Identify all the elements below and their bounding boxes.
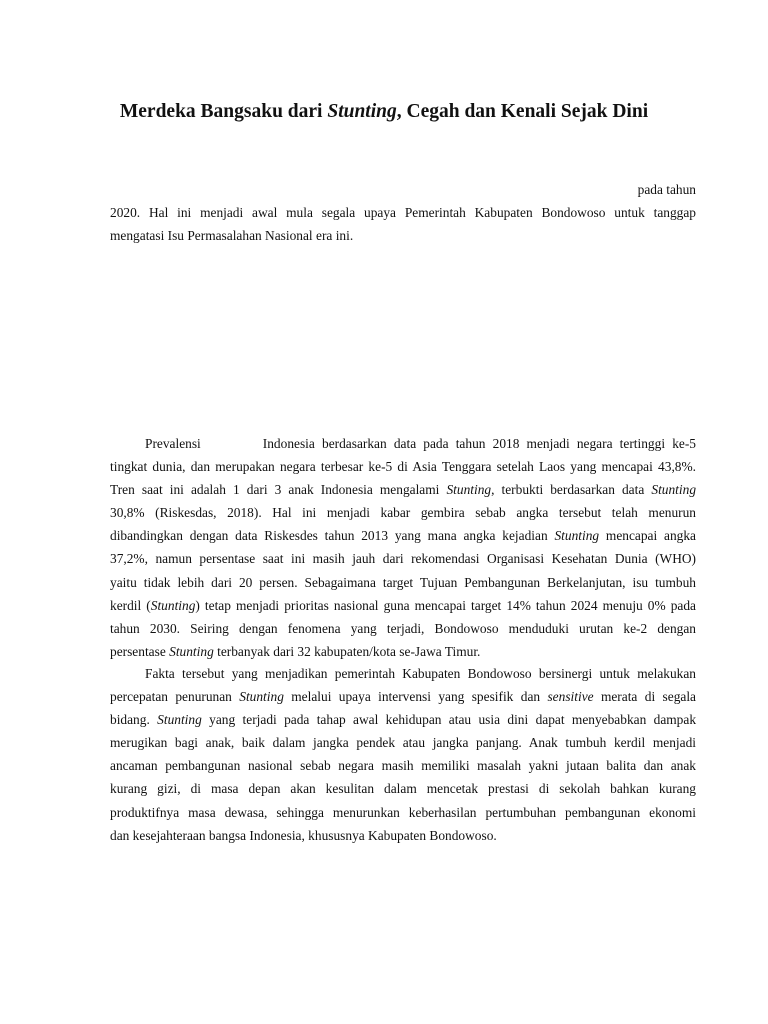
title-part2: , Cegah dan Kenali Sejak Dini (396, 101, 649, 122)
paragraph-3-line-2 (110, 685, 696, 708)
paragraph-1 (110, 178, 696, 247)
title-part1: Merdeka Bangsaku dari (119, 101, 328, 122)
paragraph-3-line-8: dan kesejahteraan bangsa Indonesia, khususnya Kabupaten Bondowoso. (110, 827, 497, 843)
paragraph-3-line-3c: yang terjadi pada tahap awal kehidupan atau usia dini dapat menyebabkan dampak (201, 712, 697, 728)
paragraph-2-line-1a: Prevalensi (145, 436, 201, 451)
paragraph-3-line-2b: Stunting (239, 689, 284, 705)
paragraph-3-line-3a: bidang. (110, 712, 158, 728)
paragraph-2-line-8a: kerdil ( (110, 597, 151, 613)
paragraph-3-line-1: Fakta tersebut yang menjadikan pemerintah Kabupaten Bondowoso bersinergi untuk melakukan (145, 666, 696, 681)
paragraph-3-line-2d: sensitive (547, 689, 594, 705)
paragraph-2-line-6: 37,2%, namun persentase saat ini masih jauh dari rekomendasi Organisasi Kesehatan Dunia (WHO) (110, 551, 696, 567)
paragraph-2-line-8b: Stunting (150, 597, 196, 613)
paragraph-3-line-2e: merata di segala (593, 689, 696, 705)
paragraph-2 (110, 432, 696, 663)
paragraph-2-line-3 (110, 478, 696, 501)
paragraph-3-line-7: produktifnya masa dewasa, sehingga menurunkan keberhasilan pertumbuhan pembangunan ekonomi (110, 804, 696, 820)
paragraph-2-line-5 (110, 524, 696, 547)
paragraph-3-line-4: merugikan bagi anak, baik dalam jangka pendek atau jangka panjang. Anak tumbuh kerdil menjadi (110, 735, 696, 751)
paragraph-2-line-4: 30,8% (Riskesdas, 2018). Hal ini menjadi kabar gembira sebab angka tersebut telah menurun (110, 505, 696, 521)
title-italic: Stunting (327, 101, 397, 122)
paragraph-3-line-2c: melalui upaya intervensi yang spesifik dan (283, 689, 548, 705)
paragraph-2-line-3a: Tren saat ini adalah 1 dari 3 anak Indonesia mengalami (110, 482, 447, 498)
paragraph-2-line-10c: terbanyak dari 32 kabupaten/kota se-Jawa Timur. (213, 643, 481, 659)
paragraph-3 (110, 662, 696, 847)
paragraph-2-line-10b: Stunting (169, 643, 214, 659)
paragraph-1-line-3: mengatasi Isu Permasalahan Nasional era ini. (110, 228, 354, 244)
paragraph-3-line-3b: Stunting (157, 712, 202, 728)
paragraph-2-line-10 (110, 640, 696, 663)
paragraph-2-line-5b: Stunting (554, 528, 600, 544)
paragraph-2-line-5a: dibandingkan dengan data Riskesdes tahun 2013 yang mana angka kejadian (110, 528, 555, 544)
document-title (0, 101, 768, 123)
paragraph-2-line-9: tahun 2030. Seiring dengan fenomena yang terjadi, Bondowoso menduduki urutan ke-2 dengan (110, 620, 696, 636)
paragraph-2-line-10a: persentase (110, 643, 170, 659)
paragraph-2-line-3c: , terbukti berdasarkan data (491, 482, 652, 498)
paragraph-3-line-6: kurang gizi, di masa depan akan kesulitan dalam mencetak prestasi di sekolah bahkan kurang (110, 781, 696, 797)
paragraph-3-line-2a: percepatan penurunan (110, 689, 240, 705)
paragraph-1-line-1: pada tahun (637, 182, 696, 197)
paragraph-3-line-3 (110, 708, 696, 731)
paragraph-2-line-1b: Indonesia berdasarkan data pada tahun 2018 menjadi negara tertinggi ke-5 (262, 436, 696, 451)
paragraph-2-line-2: tingkat dunia, dan merupakan negara terbesar ke-5 di Asia Tenggara setelah Laos yang mencapai 43,8%. (110, 459, 696, 475)
paragraph-2-line-8 (110, 594, 696, 617)
paragraph-2-line-8c: ) tetap menjadi prioritas nasional guna mencapai target 14% tahun 2024 menuju 0% pada (195, 597, 697, 613)
paragraph-2-line-1 (110, 432, 696, 455)
paragraph-2-line-3d: Stunting (651, 482, 697, 498)
paragraph-2-line-3b: Stunting (446, 482, 492, 498)
paragraph-1-line-2: 2020. Hal ini menjadi awal mula segala upaya Pemerintah Kabupaten Bondowoso untuk tanggap (110, 205, 696, 221)
paragraph-2-line-7: yaitu tidak lebih dari 20 persen. Sebagaimana target Tujuan Pembangunan Berkelanjutan, isu tumbuh (110, 574, 696, 590)
paragraph-3-line-5: ancaman pembangunan nasional sebab negara masih memiliki masalah yakni jutaan balita dan anak (110, 758, 696, 774)
paragraph-2-line-5c: mencapai angka (599, 528, 696, 544)
